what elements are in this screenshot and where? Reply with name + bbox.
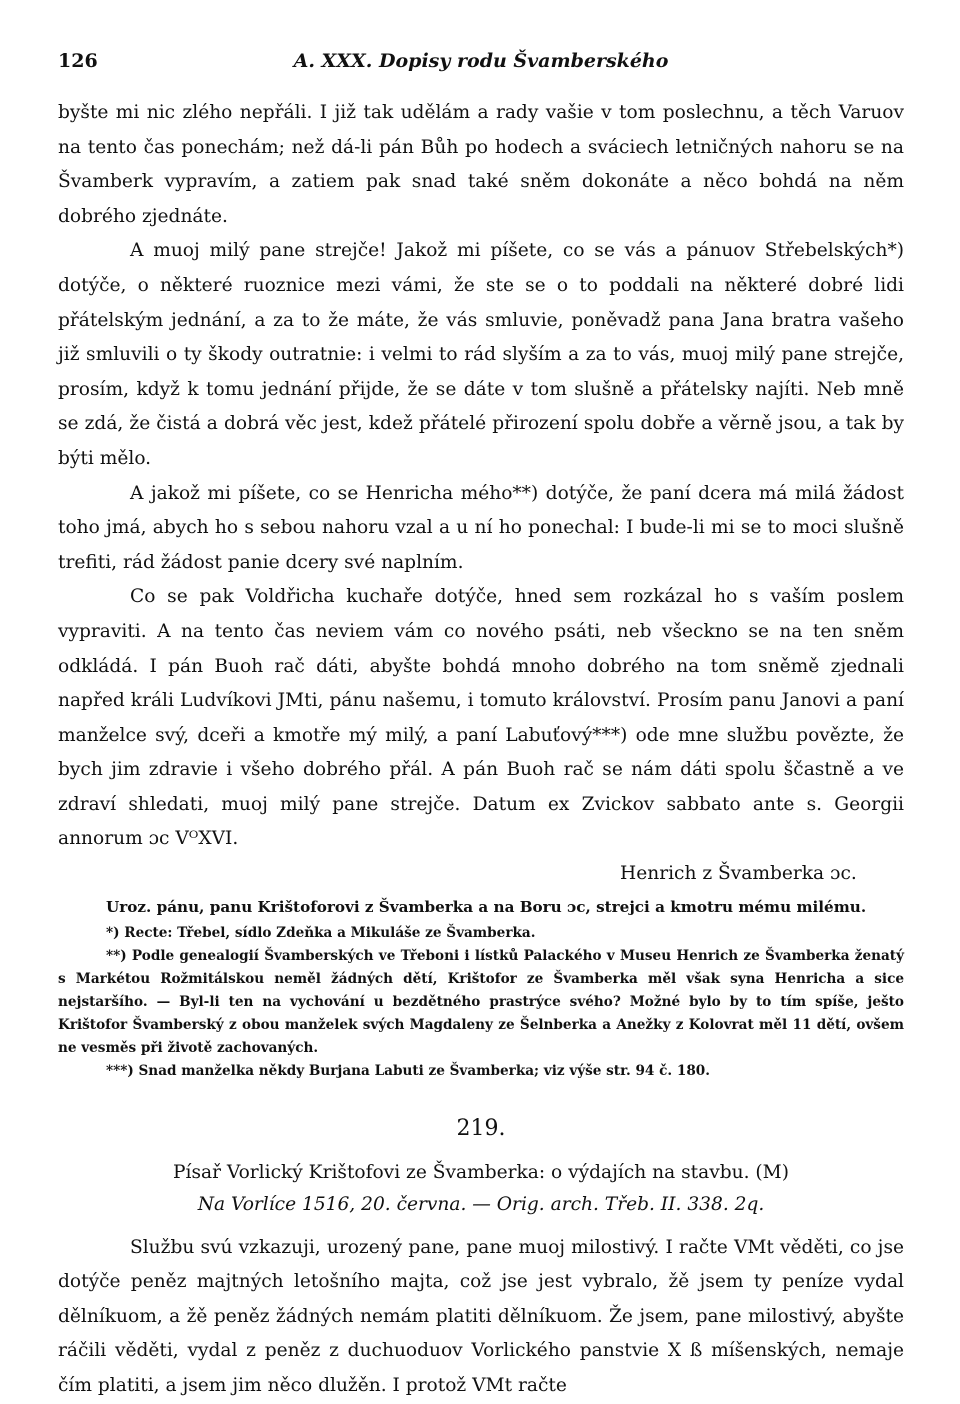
footnote: *) Recte: Třebel, sídlo Zdeňka a Mikuláše ze Švamberka. <box>106 924 536 941</box>
letter-address: Uroz. pánu, panu Krištoforovi z Švamberka a na Boru ɔc, strejci a kmotru mému milému. <box>106 897 867 916</box>
footnotes <box>58 922 904 1083</box>
letter-219-body <box>58 1231 904 1404</box>
signature-row <box>58 857 904 892</box>
signature: Henrich z Švamberka ɔc. <box>620 863 857 885</box>
paragraph: A jakož mi píšete, co se Henricha mého**) dotýče, že paní dcera má milá žádost toho jmá, abych ho s sebou nahoru vzal a u ní ho ponechal: I bude-li mi se to moci slušně trefiti, rád žádost panie dcery své naplním. <box>58 482 904 573</box>
page-header <box>58 44 904 80</box>
document-summary: Písař Vorlický Krištofovi ze Švamberka: o výdajích na stavbu. (M) <box>173 1161 789 1183</box>
footnote: ***) Snad manželka někdy Burjana Labuti ze Švamberka; viz výše str. 94 č. 180. <box>106 1062 710 1079</box>
paragraph: byšte mi nic zlého nepřáli. I již tak udělám a rady vašie v tom poslechnu, a těch Varuov na tento čas ponechám; než dá-li pán Bůh po hodech a sváciech letničných nahoru se na Švamberk vypravím, a zatiem pak snad také sněm dokonáte a něco bohdá na něm dobrého zjednáte. <box>58 102 904 227</box>
letter-218-body <box>58 96 904 857</box>
paragraph: Co se pak Voldřicha kuchaře dotýče, hned sem rozkázal ho s vaším poslem vypraviti. A na tento čas neviem vám co nového psáti, neb všeckno se na ten sněm odkládá. I pán Buoh rač dáti, abyšte bohdá mnoho dobrého na tom sněmě zjednali napřed králi Ludvíkovi JMti, pánu našemu, i tomuto království. Prosím panu Janovi a paní manželce svý, dceři a kmotře mý milý, a paní Labuťový***) ode mne službu povězte, že bych jim zdravie i všeho dobrého přál. A pán Buoh rač se nám dáti spolu ščastně a ve zdraví shledati, muoj milý pane strejče. Datum ex Zvickov sabbato ante s. Georgii annorum ɔc VᴼXVI. <box>58 586 904 850</box>
document-number: 219. <box>456 1115 506 1141</box>
running-head: A. XXX. Dopisy rodu Švamberského <box>293 50 669 72</box>
page-number: 126 <box>58 50 98 72</box>
paragraph: A muoj milý pane strejče! Jakož mi píšete, co se vás a pánuov Střebelských*) dotýče, o některé ruoznice mezi vámi, že ste se o to poddali na některé dobré lidi přátelským jednání, a za to že máte, že vás smluvie, poněvadž pana Jana bratra vašeho již smluvili o ty škody outratnie: i velmi to rád slyším a za to vás, muoj milý pane strejče, prosím, když k tomu jednání přijde, že se dáte v tom slušně a přátelsky najíti. Neb mně se zdá, že čistá a dobrá věc jest, kdež přátelé přirození spolu dobře a věrně jsou, a tak by býti mělo. <box>58 240 904 469</box>
document-source: Na Vorlíce 1516, 20. června. — Orig. arch. Třeb. II. 338. 2q. <box>197 1193 765 1215</box>
footnote: **) Podle genealogií Švamberských ve Třeboni i lístků Palackého v Museu Henrich ze Švamberka ženatý s Markétou Rožmitálskou neměl žádných dětí, Krištofor ze Švamberka měl však syna Henricha a sice nejstaršího. — Byl-li ten na vychování u bezdětného prastrýce svého? Možné bylo by to tím spíše, ješto Krištofor Švamberský z obou manželek svých Magdaleny ze Šelnberka a Anežky z Kolovrat měl 11 dětí, ovšem ne vesměs při životě zachovaných. <box>58 947 904 1056</box>
paragraph: Službu svú vzkazuji, urozený pane, pane muoj milostivý. I račte VMt věděti, co jse dotýče peněz majtných letošního majta, což jse jest vybralo, žě jsem ty peníze vydal dělníkuom, a žě peněz žádných nemám platiti dělníkuom. Že jsem, pane milostivý, abyšte ráčili věděti, vydal z peněz z duchuoduov Vorlického panstvie X ß míšenských, nemaje čím platiti, a jsem jim něco dlužěn. I protož VMt račte <box>58 1236 904 1397</box>
